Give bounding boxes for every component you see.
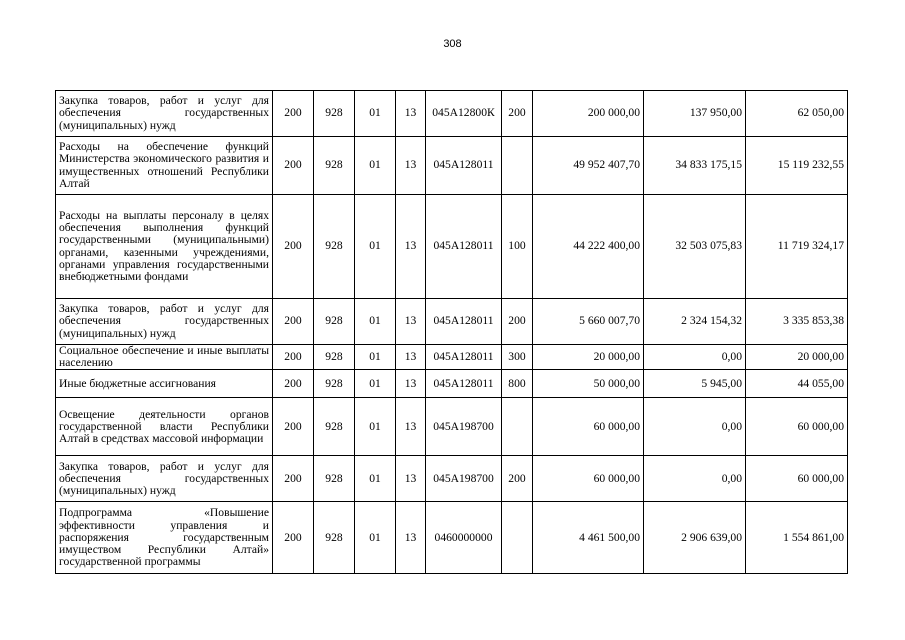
planned-amount-cell: 20 000,00 [533, 345, 644, 370]
grbs-cell: 200 [273, 345, 314, 370]
subsection-code-cell: 13 [396, 370, 426, 398]
planned-amount-cell: 44 222 400,00 [533, 195, 644, 299]
row-name-cell: Расходы на обеспечение функций Министерства экономического развития и имущественных отношений Республики Алтай [56, 137, 273, 195]
expense-type-cell [502, 137, 533, 195]
target-article-cell: 045А128011 [426, 137, 502, 195]
budget-table [55, 90, 848, 574]
section-code-cell: 01 [355, 91, 396, 137]
section-code-cell: 01 [355, 370, 396, 398]
grbs-cell: 200 [273, 456, 314, 502]
subsection-code-cell: 13 [396, 502, 426, 574]
subsection-code-cell: 13 [396, 456, 426, 502]
executed-amount-cell: 34 833 175,15 [644, 137, 746, 195]
section-code-cell: 01 [355, 345, 396, 370]
target-article-cell: 045А128011 [426, 195, 502, 299]
target-article-cell: 045А128011 [426, 299, 502, 345]
subsection-code-cell: 13 [396, 137, 426, 195]
subsection-code-cell: 13 [396, 398, 426, 456]
section-code-cell: 01 [355, 456, 396, 502]
table-row [56, 370, 848, 398]
executed-amount-cell: 0,00 [644, 398, 746, 456]
ved-code-cell: 928 [314, 502, 355, 574]
row-name-cell: Закупка товаров, работ и услуг для обеспечения государственных (муниципальных) нужд [56, 456, 273, 502]
planned-amount-cell: 4 461 500,00 [533, 502, 644, 574]
target-article-cell: 045А198700 [426, 456, 502, 502]
executed-amount-cell: 0,00 [644, 345, 746, 370]
executed-amount-cell: 5 945,00 [644, 370, 746, 398]
table-row [56, 345, 848, 370]
section-code-cell: 01 [355, 195, 396, 299]
row-name-cell: Подпрограмма «Повышение эффективности управления и распоряжения государственным имуществом Республики Алтай» государственной программы [56, 502, 273, 574]
table-row [56, 299, 848, 345]
section-code-cell: 01 [355, 502, 396, 574]
grbs-cell: 200 [273, 91, 314, 137]
section-code-cell: 01 [355, 137, 396, 195]
ved-code-cell: 928 [314, 137, 355, 195]
grbs-cell: 200 [273, 137, 314, 195]
remaining-amount-cell: 20 000,00 [746, 345, 848, 370]
table-row [56, 91, 848, 137]
subsection-code-cell: 13 [396, 299, 426, 345]
target-article-cell: 045А128011 [426, 345, 502, 370]
row-name-cell: Освещение деятельности органов государственной власти Республики Алтай в средствах массовой информации [56, 398, 273, 456]
planned-amount-cell: 49 952 407,70 [533, 137, 644, 195]
executed-amount-cell: 0,00 [644, 456, 746, 502]
target-article-cell: 045А198700 [426, 398, 502, 456]
target-article-cell: 045А128011 [426, 370, 502, 398]
expense-type-cell: 300 [502, 345, 533, 370]
remaining-amount-cell: 60 000,00 [746, 456, 848, 502]
row-name-cell: Иные бюджетные ассигнования [56, 370, 273, 398]
table-row [56, 195, 848, 299]
ved-code-cell: 928 [314, 456, 355, 502]
executed-amount-cell: 32 503 075,83 [644, 195, 746, 299]
grbs-cell: 200 [273, 370, 314, 398]
ved-code-cell: 928 [314, 370, 355, 398]
table-row [56, 398, 848, 456]
section-code-cell: 01 [355, 398, 396, 456]
executed-amount-cell: 137 950,00 [644, 91, 746, 137]
planned-amount-cell: 50 000,00 [533, 370, 644, 398]
page-number: 308 [443, 38, 462, 50]
planned-amount-cell: 60 000,00 [533, 398, 644, 456]
row-name-cell: Социальное обеспечение и иные выплаты населению [56, 345, 273, 370]
expense-type-cell: 200 [502, 456, 533, 502]
expense-type-cell: 800 [502, 370, 533, 398]
executed-amount-cell: 2 324 154,32 [644, 299, 746, 345]
remaining-amount-cell: 1 554 861,00 [746, 502, 848, 574]
remaining-amount-cell: 60 000,00 [746, 398, 848, 456]
expense-type-cell: 200 [502, 299, 533, 345]
ved-code-cell: 928 [314, 398, 355, 456]
remaining-amount-cell: 11 719 324,17 [746, 195, 848, 299]
expense-type-cell: 100 [502, 195, 533, 299]
grbs-cell: 200 [273, 398, 314, 456]
grbs-cell: 200 [273, 299, 314, 345]
planned-amount-cell: 200 000,00 [533, 91, 644, 137]
remaining-amount-cell: 62 050,00 [746, 91, 848, 137]
remaining-amount-cell: 15 119 232,55 [746, 137, 848, 195]
ved-code-cell: 928 [314, 345, 355, 370]
table-row [56, 502, 848, 574]
target-article-cell: 045А12800К [426, 91, 502, 137]
planned-amount-cell: 5 660 007,70 [533, 299, 644, 345]
remaining-amount-cell: 44 055,00 [746, 370, 848, 398]
row-name-cell: Закупка товаров, работ и услуг для обеспечения государственных (муниципальных) нужд [56, 299, 273, 345]
expense-type-cell [502, 398, 533, 456]
ved-code-cell: 928 [314, 195, 355, 299]
subsection-code-cell: 13 [396, 91, 426, 137]
section-code-cell: 01 [355, 299, 396, 345]
grbs-cell: 200 [273, 502, 314, 574]
table-row [56, 456, 848, 502]
ved-code-cell: 928 [314, 91, 355, 137]
row-name-cell: Закупка товаров, работ и услуг для обеспечения государственных (муниципальных) нужд [56, 91, 273, 137]
subsection-code-cell: 13 [396, 345, 426, 370]
remaining-amount-cell: 3 335 853,38 [746, 299, 848, 345]
expense-type-cell [502, 502, 533, 574]
target-article-cell: 0460000000 [426, 502, 502, 574]
planned-amount-cell: 60 000,00 [533, 456, 644, 502]
grbs-cell: 200 [273, 195, 314, 299]
ved-code-cell: 928 [314, 299, 355, 345]
table-row [56, 137, 848, 195]
expense-type-cell: 200 [502, 91, 533, 137]
row-name-cell: Расходы на выплаты персоналу в целях обеспечения выполнения функций государственными (муниципальными) органами, казенными учреждениями, органами управления государственными внебюджетными фондами [56, 195, 273, 299]
subsection-code-cell: 13 [396, 195, 426, 299]
executed-amount-cell: 2 906 639,00 [644, 502, 746, 574]
